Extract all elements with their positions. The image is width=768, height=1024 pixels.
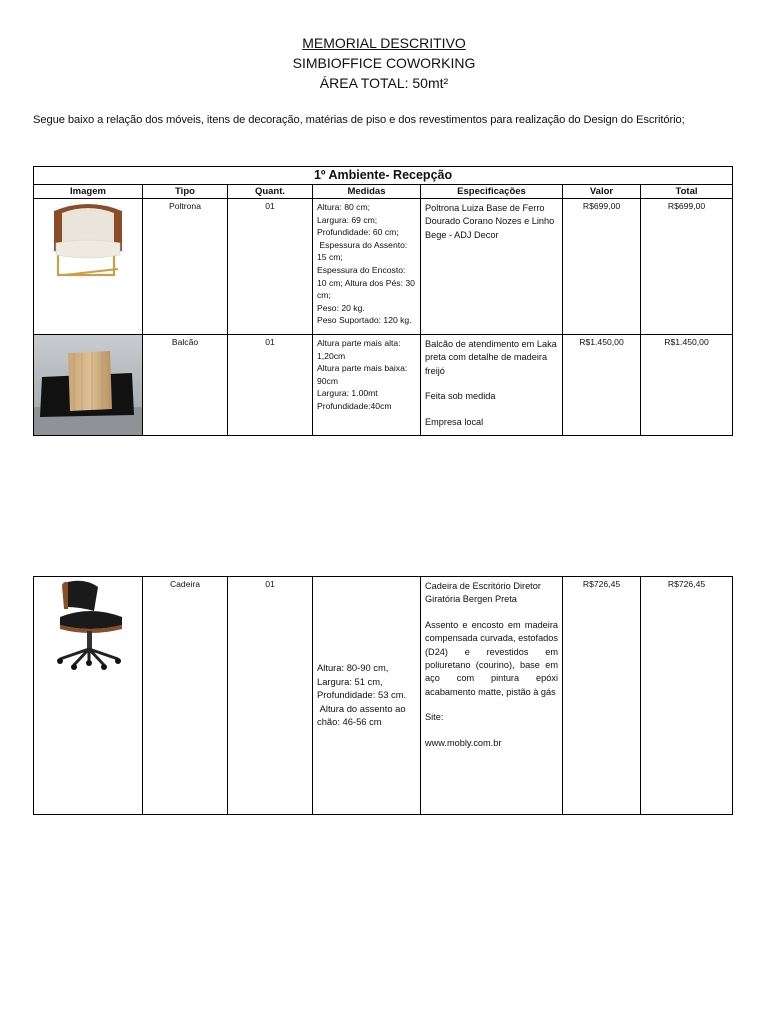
item-quant: 01 — [228, 335, 313, 436]
medida-line: Profundidade: 60 cm; — [317, 227, 399, 238]
item-total: R$726,45 — [641, 577, 733, 815]
col-header-tipo: Tipo — [143, 185, 228, 199]
chair-table — [33, 576, 733, 815]
medida-line: Profundidade: 53 cm. — [317, 689, 407, 701]
col-header-imagem: Imagem — [34, 185, 143, 199]
medida-line: Altura parte mais alta: 1,20cm — [317, 338, 401, 361]
table-row — [34, 577, 733, 815]
spec-line: Poltrona Luiza Base de Ferro Dourado Corano Nozes e Linho Bege - ADJ Decor — [425, 203, 555, 240]
col-header-medidas: Medidas — [313, 185, 421, 199]
medida-line: Peso: 20 kg. — [317, 302, 365, 313]
office-chair-image — [34, 577, 142, 673]
item-valor: R$699,00 — [563, 199, 641, 335]
product-image-cell — [34, 577, 143, 815]
reception-counter-image — [34, 335, 142, 435]
intro-text: Segue baixo a relação dos móveis, itens de decoração, matérias de piso e dos revestimentos para realização do Design do Escritório; — [33, 114, 685, 126]
project-name: SIMBIOFFICE COWORKING — [292, 55, 476, 71]
spec-line: Assento e encosto em madeira compensada curvada, estofados (D24) e revestidos em poliuretano (courino), base em aço com pintura epóxi acabamento matte, pistão à gás — [425, 619, 558, 697]
table-row — [34, 335, 733, 436]
item-quant: 01 — [228, 199, 313, 335]
medida-line: Altura: 80-90 cm, — [317, 662, 389, 673]
col-header-especificacoes: Especificações — [421, 185, 563, 199]
col-header-valor: Valor — [563, 185, 641, 199]
item-especificacoes — [421, 335, 563, 436]
medida-line: Largura: 51 cm, — [317, 675, 383, 687]
medida-line: Largura: 1.00mt — [317, 388, 378, 399]
spec-line: Feita sob medida — [425, 391, 496, 402]
medida-line: Largura: 69 cm; — [317, 214, 378, 225]
item-valor: R$1.450,00 — [563, 335, 641, 436]
product-image-cell — [34, 335, 143, 436]
spec-line: Empresa local — [425, 416, 484, 427]
reception-table — [33, 166, 733, 436]
col-header-total: Total — [641, 185, 733, 199]
spec-line: Site: — [425, 712, 444, 723]
item-quant: 01 — [228, 577, 313, 815]
product-image-cell — [34, 199, 143, 335]
medida-line: Peso Suportado: 120 kg. — [317, 315, 412, 326]
spec-line: Cadeira de Escritório Diretor Giratória Bergen Preta — [425, 581, 541, 605]
item-medidas — [313, 199, 421, 335]
section-title: 1º Ambiente- Recepção — [34, 167, 733, 185]
item-total: R$1.450,00 — [641, 335, 733, 436]
item-tipo: Cadeira — [143, 577, 228, 815]
col-header-quant: Quant. — [228, 185, 313, 199]
item-tipo: Balcão — [143, 335, 228, 436]
medida-line: Altura parte mais baixa: 90cm — [317, 363, 408, 386]
table-header-row — [34, 185, 733, 199]
armchair-image — [34, 199, 142, 281]
medida-line: Altura do assento ao chão: 46-56 cm — [317, 702, 409, 728]
medida-line: Espessura do Assento: 15 cm; — [317, 239, 410, 263]
item-especificacoes — [421, 199, 563, 335]
item-especificacoes — [421, 577, 563, 815]
site-link[interactable]: www.mobly.com.br — [425, 737, 502, 748]
document-title: MEMORIAL DESCRITIVO — [302, 35, 466, 51]
item-medidas — [313, 335, 421, 436]
item-total: R$699,00 — [641, 199, 733, 335]
spec-line: Balcão de atendimento em Laka preta com detalhe de madeira freijó — [425, 339, 557, 376]
item-tipo: Poltrona — [143, 199, 228, 335]
total-area: ÁREA TOTAL: 50mt² — [319, 75, 449, 91]
item-medidas — [313, 577, 421, 815]
document-header — [0, 33, 768, 93]
medida-line: Profundidade:40cm — [317, 400, 392, 411]
table-row — [34, 199, 733, 335]
medida-line: Altura: 80 cm; — [317, 202, 371, 212]
medida-line: Espessura do Encosto: 10 cm; Altura dos Pés: 30 cm; — [317, 264, 415, 301]
item-valor: R$726,45 — [563, 577, 641, 815]
